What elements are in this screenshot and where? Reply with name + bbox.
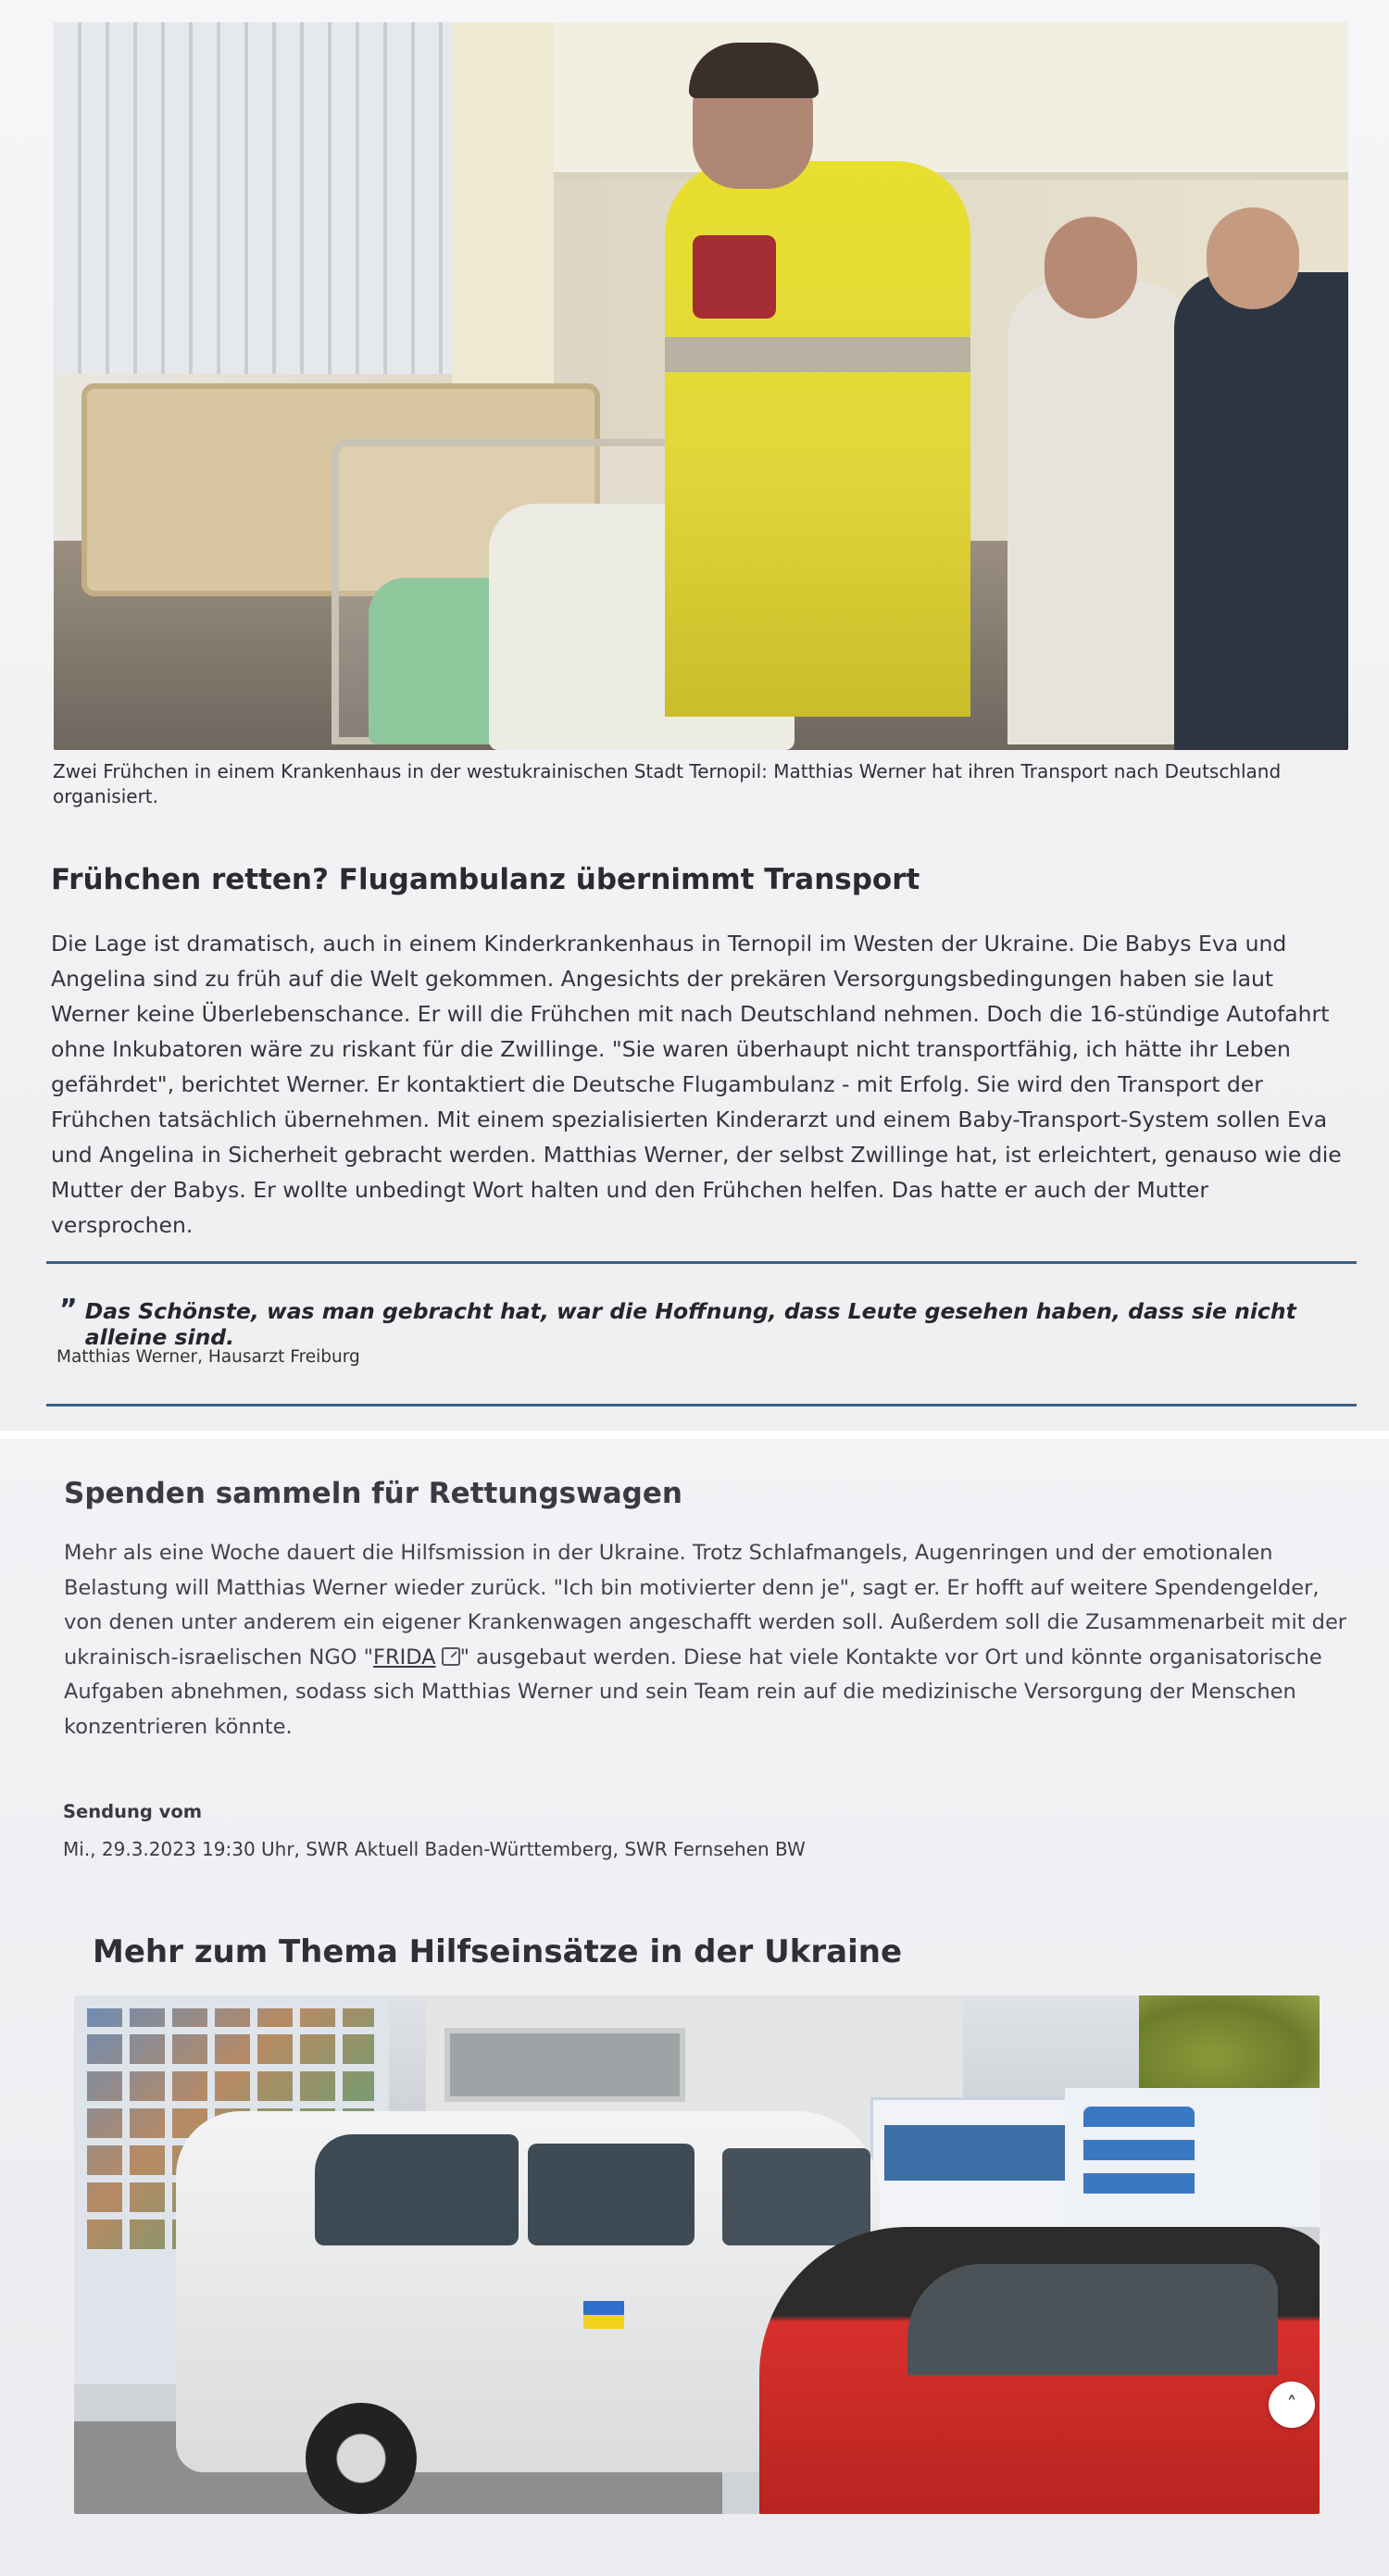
section-body-spenden	[64, 1536, 1356, 1744]
photo-window	[554, 22, 1348, 180]
hospital-photo	[54, 22, 1348, 750]
more-topics-heading: Mehr zum Thema Hilfseinsätze in der Ukraine	[93, 1933, 903, 1970]
sendung-label: Sendung vom	[63, 1801, 203, 1822]
section-heading-transport: Frühchen retten? Flugambulanz übernimmt Transport	[51, 863, 920, 896]
photo-banner-right-badges	[1083, 2107, 1195, 2199]
scroll-to-top-button[interactable]	[1269, 2382, 1315, 2428]
frida-link[interactable]: FRIDA	[373, 1644, 436, 1669]
photo-caption: Zwei Frühchen in einem Krankenhaus in der westukrainischen Stadt Ternopil: Matthias Werner hat ihren Transport nach Deutschland organisiert.	[53, 760, 1282, 807]
photo-van-rear-window	[722, 2148, 870, 2245]
pull-quote	[59, 1296, 1346, 1350]
photo-red-car-windshield	[907, 2264, 1278, 2375]
photo-van-wheel-front	[306, 2403, 417, 2514]
ukraine-flag-icon	[583, 2301, 624, 2329]
photo-tree	[1139, 1995, 1320, 2097]
teaser-photo-vans[interactable]	[74, 1995, 1320, 2514]
sendung-value: Mi., 29.3.2023 19:30 Uhr, SWR Aktuell Baden-Württemberg, SWR Fernsehen BW	[63, 1838, 806, 1860]
photo-jacket-patch	[693, 235, 776, 319]
photo-nurse-white-head	[1045, 217, 1137, 319]
page-gap	[0, 1431, 1389, 1439]
quote-rule-bottom	[46, 1404, 1357, 1407]
section-body-transport: Die Lage ist dramatisch, auch in einem Kinderkrankenhaus in Ternopil im Westen der Ukraine. Die Babys Eva und Angelina sind zu früh auf die Welt gekommen. Angesichts der prekären Versorgungsbedingungen haben sie laut Werner keine Überlebenschance. Er will die Frühchen mit nach Deutschland nehmen. Doch die 16-stündige Autofahrt ohne Inkubatoren wäre zu riskant für die Zwillinge. "Sie waren überhaupt nicht transportfähig, ich hätte ihr Leben gefährdet", berichtet Werner. Er kontaktiert die Deutsche Flugambulanz - mit Erfolg. Sie wird den Transport der Frühchen tatsächlich übernehmen. Mit einem spezialisierten Kinderarzt und einem Baby-Transport-System sollen Eva und Angelina in Sicherheit gebracht werden. Matthias Werner, der selbst Zwillinge hat, ist erleichtert, genauso wie die Mutter der Babys. Er wollte unbedingt Wort halten und den Frühchen helfen. Das hatte er auch der Mutter versprochen.	[51, 931, 1342, 1238]
quote-text: Das Schönste, was man gebracht hat, war die Hoffnung, dass Leute gesehen haben, dass sie nicht alleine sind.	[84, 1298, 1296, 1350]
quote-rule-top	[46, 1261, 1357, 1264]
quote-icon: ”	[59, 1294, 78, 1326]
photo-nurse-white	[1007, 281, 1193, 744]
photo-van-windshield	[315, 2134, 519, 2245]
section-heading-spenden: Spenden sammeln für Rettungswagen	[64, 1477, 682, 1510]
chevron-up-icon: ˄	[1286, 2393, 1297, 2417]
external-link-icon[interactable]	[442, 1647, 460, 1666]
photo-garage-door	[444, 2028, 685, 2102]
quote-author: Matthias Werner, Hausarzt Freiburg	[56, 1347, 360, 1367]
spenden-text-after: " ausgebaut werden. Diese hat viele Kontakte vor Ort und könnte organisatorische Aufgaben abnehmen, sodass sich Matthias Werner und sein Team rein auf die medizinische Versorgung der Menschen konzentrieren könnte.	[64, 1644, 1322, 1739]
photo-nurse-dark-head	[1207, 207, 1299, 309]
spenden-text-before: Mehr als eine Woche dauert die Hilfsmission in der Ukraine. Trotz Schlafmangels, Augenringen und der emotionalen Belastung will Matthias Werner wieder zurück. "Ich bin motivierter denn je", sagt er. Er hofft auf weitere Spendengelder, von denen unter anderem ein eigener Krankenwagen angeschafft werden soll. Außerdem soll die Zusammenarbeit mit der ukrainisch-israelischen NGO "	[64, 1541, 1347, 1669]
photo-blinds	[54, 22, 452, 374]
photo-van-side-window	[528, 2144, 694, 2245]
photo-nurse-dark	[1174, 272, 1348, 750]
photo-jacket-stripe	[665, 337, 970, 372]
